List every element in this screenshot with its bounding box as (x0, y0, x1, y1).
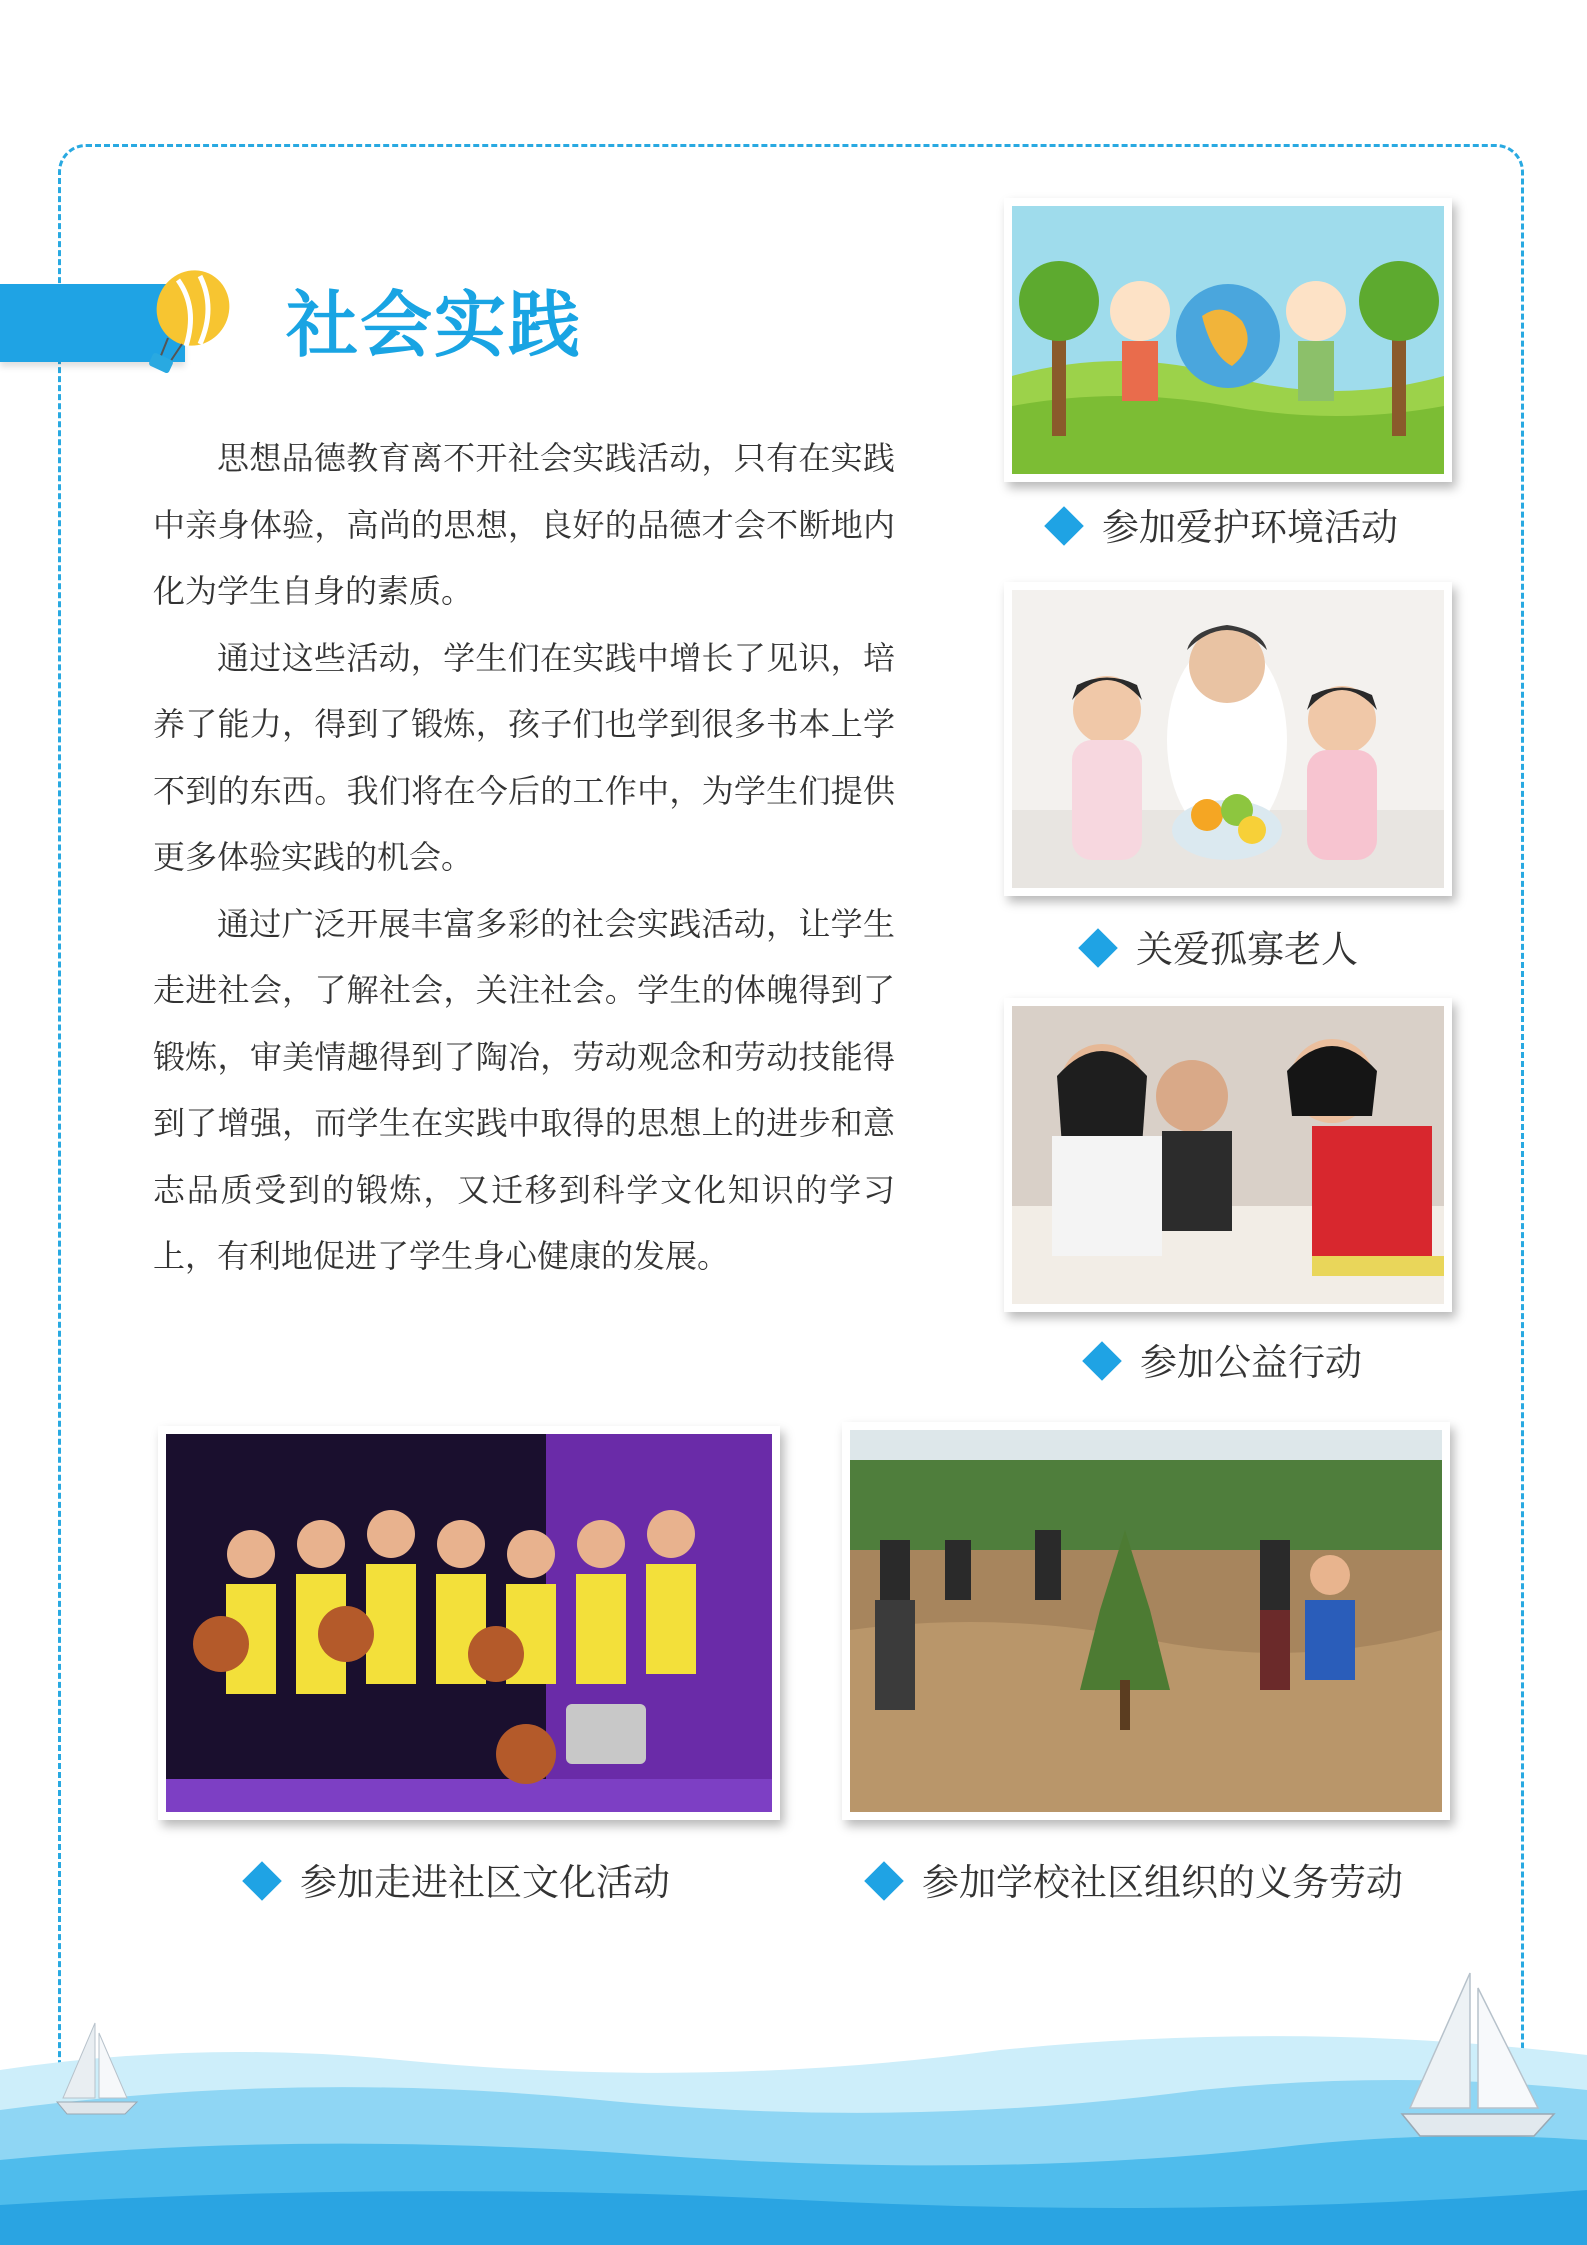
caption-environment: 参加爱护环境活动 (1050, 503, 1398, 553)
diamond-bullet-icon (1044, 506, 1084, 546)
large-sailboat-icon (1398, 1968, 1558, 2148)
photo-environment (1004, 198, 1452, 482)
small-sailboat-icon (55, 2018, 140, 2118)
body-text (153, 425, 895, 1290)
photo-culture (158, 1426, 780, 1820)
paragraph-1: 思想品德教育离不开社会实践活动，只有在实践中亲身体验，高尚的思想，良好的品德才会不断地内化为学生自身的素质。 (153, 439, 895, 610)
diamond-bullet-icon (864, 1861, 904, 1901)
caption-charity: 参加公益行动 (1088, 1338, 1362, 1388)
paragraph-3: 通过广泛开展丰富多彩的社会实践活动，让学生走进社会，了解社会，关注社会。学生的体魄得到了锻炼，审美情趣得到了陶冶，劳动观念和劳动技能得到了增强，而学生在实践中取得的思想上的进步和意志品质受到的锻炼，又迁移到科学文化知识的学习上，有利地促进了学生身心健康的发展。 (153, 904, 895, 1275)
photo-charity (1004, 998, 1452, 1312)
photo-labor (842, 1422, 1450, 1820)
caption-elderly: 关爱孤寡老人 (1084, 925, 1358, 975)
page-title: 社会实践 (286, 283, 583, 367)
paragraph-2: 通过这些活动，学生们在实践中增长了见识，培养了能力，得到了锻炼，孩子们也学到很多书本上学不到的东西。我们将在今后的工作中，为学生们提供更多体验实践的机会。 (153, 638, 895, 876)
hot-air-balloon-icon (138, 268, 238, 378)
bottom-waves (0, 2030, 1587, 2245)
diamond-bullet-icon (1078, 928, 1118, 968)
photo-elderly (1004, 582, 1452, 896)
caption-labor: 参加学校社区组织的义务劳动 (870, 1858, 1403, 1908)
diamond-bullet-icon (1082, 1341, 1122, 1381)
caption-culture: 参加走进社区文化活动 (248, 1858, 670, 1908)
diamond-bullet-icon (242, 1861, 282, 1901)
